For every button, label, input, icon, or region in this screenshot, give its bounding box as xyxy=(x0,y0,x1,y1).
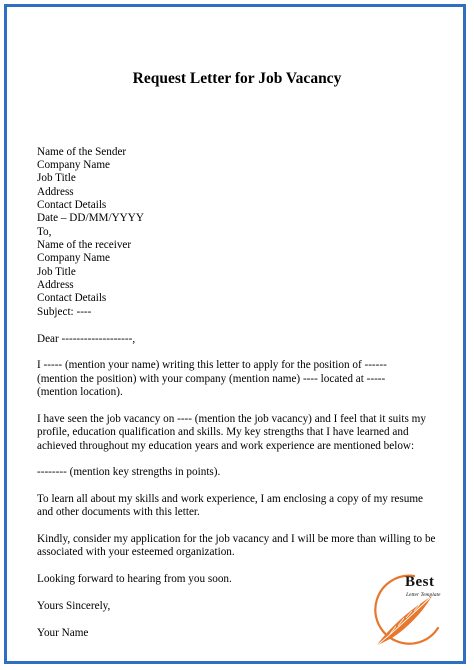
sender-job-title: Job Title xyxy=(37,172,76,184)
logo-subtitle: Letter Template xyxy=(406,592,441,598)
to-line: To, xyxy=(37,226,52,238)
strengths-line: -------- (mention key strengths in points). xyxy=(37,466,221,478)
receiver-job-title: Job Title xyxy=(37,266,76,278)
paragraph-3-line-1: To learn all about my skills and work experience, I am enclosing a copy of my resume xyxy=(37,493,424,505)
receiver-company: Company Name xyxy=(37,252,111,264)
paragraph-2-line-2: profile, education qualification and skills. My key strengths that I have learned and xyxy=(37,426,409,438)
salutation: Dear -------------------, xyxy=(37,333,136,345)
logo-word: Best xyxy=(405,574,435,590)
closing-line: Looking forward to hearing from you soon. xyxy=(37,573,232,585)
paragraph-4-line-2: associated with your esteemed organization. xyxy=(37,546,235,558)
sender-address: Address xyxy=(37,186,74,198)
receiver-address: Address xyxy=(37,279,74,291)
paragraph-2-line-3: achieved throughout my education years and work experience are mentioned below: xyxy=(37,440,415,452)
paragraph-2-line-1: I have seen the job vacancy on ---- (mention the job vacancy) and I feel that it suits my xyxy=(37,413,426,425)
sender-contact: Contact Details xyxy=(37,199,107,211)
sender-company: Company Name xyxy=(37,159,111,171)
best-letter-template-logo xyxy=(366,568,462,652)
paragraph-3-line-2: and other documents with this letter. xyxy=(37,506,200,518)
paragraph-4-line-1: Kindly, consider my application for the job vacancy and I will be more than willing to be xyxy=(37,533,436,545)
letter-title: Request Letter for Job Vacancy xyxy=(132,70,342,87)
paragraph-1-line-2: (mention the position) with your company (mention name) ---- located at ----- xyxy=(37,373,386,385)
sender-name: Name of the Sender xyxy=(37,146,127,158)
paragraph-1-line-3: (mention location). xyxy=(37,386,123,398)
sign-off: Yours Sincerely, xyxy=(37,600,111,612)
paragraph-1-line-1: I ----- (mention your name) writing this letter to apply for the position of ------ xyxy=(37,359,387,371)
letter-date: Date – DD/MM/YYYY xyxy=(37,212,144,224)
receiver-contact: Contact Details xyxy=(37,292,107,304)
signature-name: Your Name xyxy=(37,627,89,639)
subject-line: Subject: ---- xyxy=(37,306,92,318)
receiver-name: Name of the receiver xyxy=(37,239,132,251)
